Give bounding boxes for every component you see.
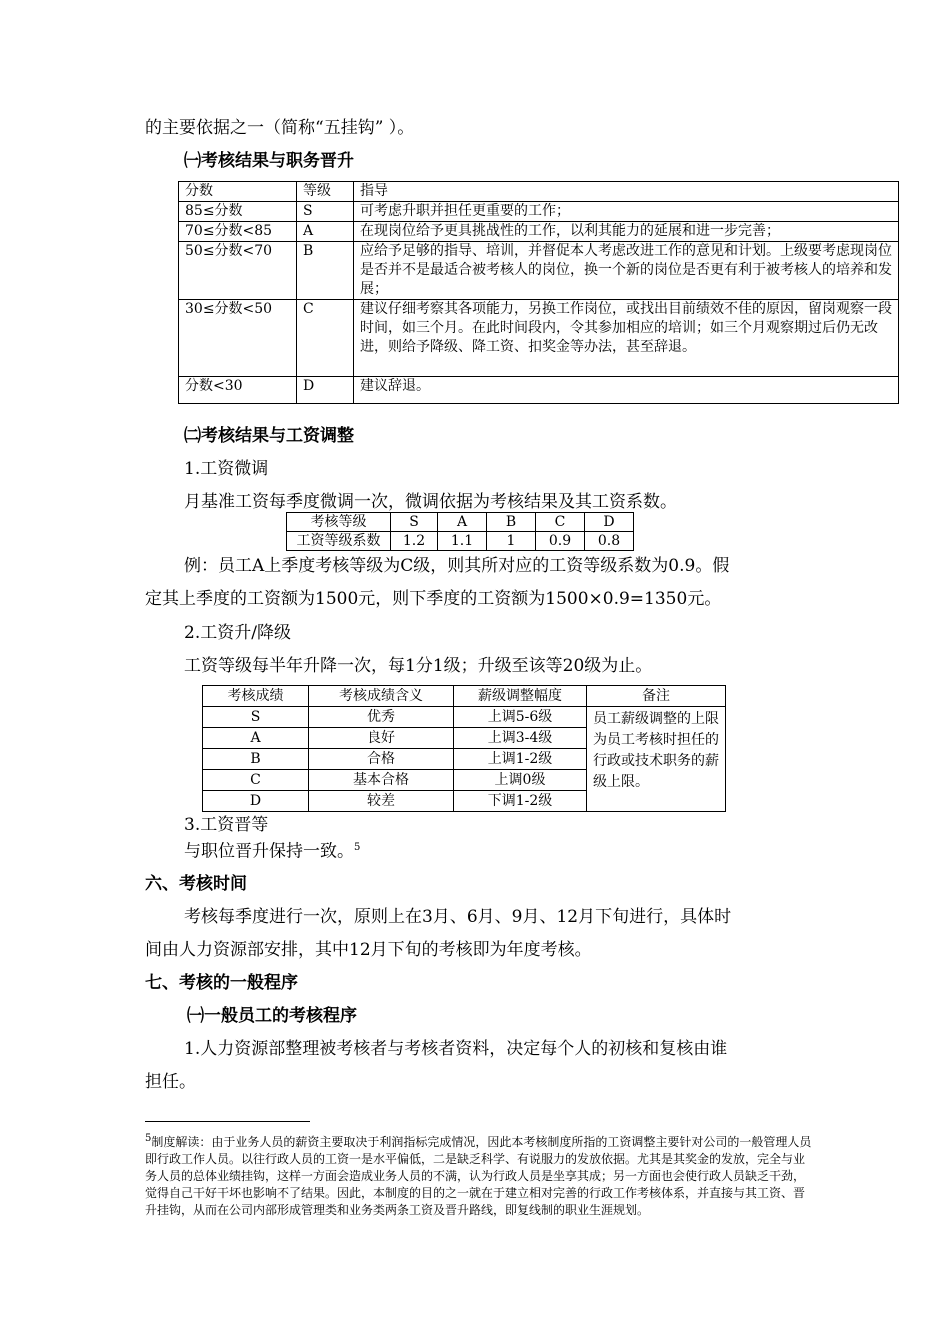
table-cell: S — [203, 707, 309, 728]
table-cell: 上调1-2级 — [454, 749, 587, 770]
footnote — [145, 1130, 813, 1219]
table-cell: S — [391, 513, 438, 532]
footnote-reference[interactable]: 5 — [354, 842, 361, 853]
table-cell: 应给予足够的指导、培训，并督促本人考虑改进工作的意见和计划。上级要考虑现岗位是否并不是最适合被考核人的岗位，换一个新的岗位是否更有利于被考核人的培养和发展； — [354, 242, 899, 300]
subheading-fine-tune: 1.工资微调 — [184, 459, 269, 479]
table-header-row — [179, 182, 899, 202]
table-row — [287, 532, 634, 551]
procedure-line-2: 担任。 — [145, 1072, 196, 1092]
timing-line-2: 间由人力资源部安排，其中12月下旬的考核即为年度考核。 — [145, 940, 592, 960]
table-cell: B — [487, 513, 536, 532]
table-cell: B — [297, 242, 354, 300]
table-cell: 70≤分数<85 — [179, 222, 297, 242]
coefficient-table — [286, 512, 634, 551]
table-cell: 优秀 — [309, 707, 454, 728]
table-cell: 85≤分数 — [179, 202, 297, 222]
table-cell: 可考虑升职并担任更重要的工作； — [354, 202, 899, 222]
table-cell: 1.2 — [391, 532, 438, 551]
table-row — [287, 513, 634, 532]
footnote-separator — [145, 1121, 310, 1122]
table-cell: 建议辞退。 — [354, 377, 899, 404]
timing-line-1: 考核每季度进行一次，原则上在3月、6月、9月、12月下旬进行，具体时 — [184, 907, 732, 927]
table-header-cell: 考核成绩 — [203, 686, 309, 707]
table-row — [179, 377, 899, 404]
table-row — [179, 202, 899, 222]
table-cell: A — [203, 728, 309, 749]
table-cell: 下调1-2级 — [454, 791, 587, 812]
subheading-general-staff: ㈠一般员工的考核程序 — [187, 1006, 357, 1026]
table-cell: D — [585, 513, 634, 532]
table-cell: 合格 — [309, 749, 454, 770]
example-line-1: 例：员工A上季度考核等级为C级，则其所对应的工资等级系数为0.9。假 — [184, 556, 730, 576]
subheading-grade-promotion: 3.工资晋等 — [184, 815, 269, 835]
grade-promotion-text — [184, 836, 360, 864]
table-cell: 在现岗位给予更具挑战性的工作，以利其能力的延展和进一步完善； — [354, 222, 899, 242]
table-cell: 上调0级 — [454, 770, 587, 791]
table-cell: A — [297, 222, 354, 242]
table-cell: 0.9 — [536, 532, 585, 551]
table-row — [179, 242, 899, 300]
table-cell: A — [438, 513, 487, 532]
fine-tune-text: 月基准工资每季度微调一次，微调依据为考核结果及其工资系数。 — [184, 492, 677, 512]
table-cell: C — [536, 513, 585, 532]
table-cell: 上调5-6级 — [454, 707, 587, 728]
table-cell: 30≤分数<50 — [179, 300, 297, 377]
table-note-cell: 员工薪级调整的上限为员工考核时担任的行政或技术职务的薪级上限。 — [587, 707, 726, 812]
footnote-text: 制度解读：由于业务人员的薪资主要取决于利润指标完成情况，因此本考核制度所指的工资调整主要针对公司的一般管理人员即行政工作人员。以往行政人员的工资一是水平偏低，二是缺乏科学、有说服力的发放依据。尤其是其奖金的发放，完全与业务人员的总体业绩挂钩，这样一方面会造成业务人员的不满，认为行政人员是坐享其成；另一方面也会使行政人员缺乏干劲，觉得自己干好干坏也影响不了结果。因此，本制度的目的之一就在于建立相对完善的行政工作考核体系，并直接与其工资、晋升挂钩，从而在公司内部形成管理类和业务类两条工资及晋升路线，即复线制的职业生涯规划。 — [145, 1135, 812, 1217]
table-cell: 上调3-4级 — [454, 728, 587, 749]
table-header-cell: 考核成绩含义 — [309, 686, 454, 707]
footnote-number: 5 — [145, 1133, 152, 1144]
table-header-cell: 薪级调整幅度 — [454, 686, 587, 707]
table-cell: 较差 — [309, 791, 454, 812]
table-row — [203, 707, 726, 728]
table-cell: 良好 — [309, 728, 454, 749]
table-cell: D — [297, 377, 354, 404]
table-cell: S — [297, 202, 354, 222]
procedure-line-1: 1.人力资源部整理被考核者与考核者资料，决定每个人的初核和复核由谁 — [184, 1039, 728, 1059]
subheading-grade-change: 2.工资升/降级 — [184, 623, 291, 643]
intro-line: 的主要依据之一（简称“五挂钩” ）。 — [145, 118, 415, 138]
table-cell: 考核等级 — [287, 513, 391, 532]
section-heading-procedure: 七、考核的一般程序 — [145, 973, 298, 993]
example-line-2: 定其上季度的工资额为1500元，则下季度的工资额为1500×0.9=1350元。 — [145, 589, 722, 609]
table-header-cell: 分数 — [179, 182, 297, 202]
table-cell: 1 — [487, 532, 536, 551]
table-cell: C — [297, 300, 354, 377]
grade-change-text: 工资等级每半年升降一次，每1分1级；升级至该等20级为止。 — [184, 656, 653, 676]
grade-adjust-table — [202, 685, 726, 812]
table-cell: 建议仔细考察其各项能力，另换工作岗位，或找出目前绩效不佳的原因，留岗观察一段时间，如三个月。在此时间段内，令其参加相应的培训；如三个月观察期过后仍无改进，则给予降级、降工资、扣奖金等办法，甚至辞退。 — [354, 300, 899, 377]
table-cell: 1.1 — [438, 532, 487, 551]
table-header-cell: 指导 — [354, 182, 899, 202]
table-header-cell: 备注 — [587, 686, 726, 707]
table-row — [179, 222, 899, 242]
grade-promotion-sentence: 与职位晋升保持一致。 — [184, 841, 354, 862]
section-heading-salary: ㈡考核结果与工资调整 — [184, 426, 354, 446]
table-cell: C — [203, 770, 309, 791]
promotion-table — [178, 181, 899, 404]
table-cell: 0.8 — [585, 532, 634, 551]
table-cell: 50≤分数<70 — [179, 242, 297, 300]
section-heading-promotion: ㈠考核结果与职务晋升 — [184, 151, 354, 171]
section-heading-timing: 六、考核时间 — [145, 874, 247, 894]
table-cell: 分数<30 — [179, 377, 297, 404]
table-row — [179, 300, 899, 377]
table-cell: B — [203, 749, 309, 770]
table-cell: 工资等级系数 — [287, 532, 391, 551]
table-cell: D — [203, 791, 309, 812]
table-cell: 基本合格 — [309, 770, 454, 791]
table-header-row — [203, 686, 726, 707]
table-header-cell: 等级 — [297, 182, 354, 202]
